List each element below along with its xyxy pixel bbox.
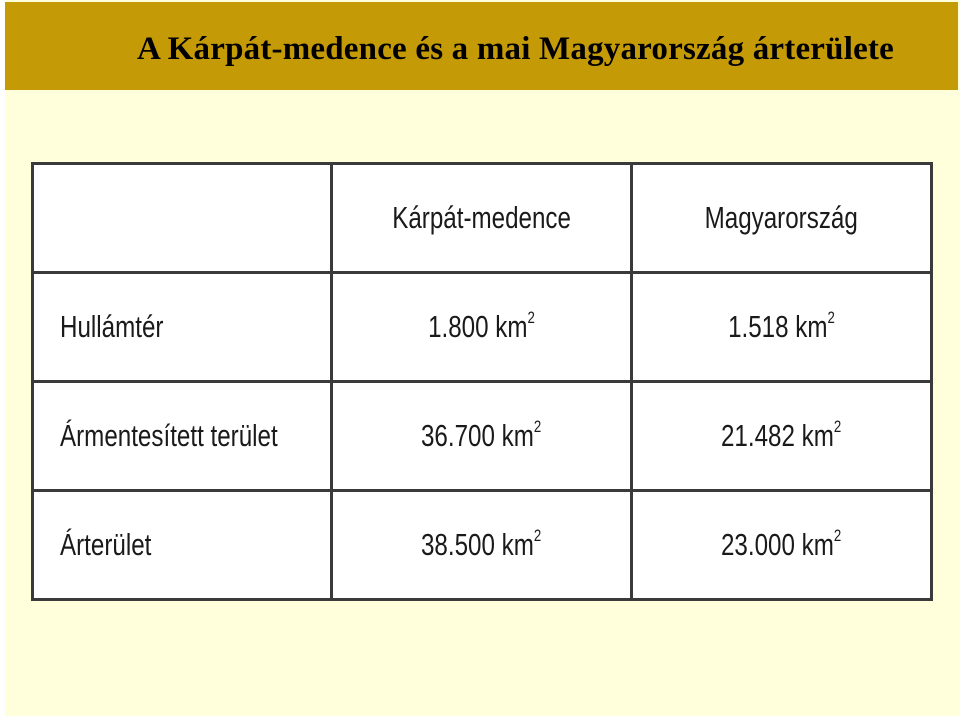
slide-title: A Kárpát-medence és a mai Magyarország árterülete: [137, 31, 894, 67]
magyar-value: 1.518 $km^2$: [632, 273, 932, 382]
header-magyarorszag: Magyarország: [632, 164, 932, 273]
karpat-value: 38.500 $km^2$: [332, 491, 632, 600]
data-table-container: [31, 162, 930, 596]
header-empty-cell: [33, 164, 332, 273]
row-label: Hullámtér: [33, 273, 332, 382]
karpat-value: 1.800 $km^2$: [332, 273, 632, 382]
header-karpat-medence: Kárpát-medence: [332, 164, 632, 273]
table-row: [33, 491, 932, 600]
karpat-value: 36.700 $km^2$: [332, 382, 632, 491]
title-bar: [5, 2, 958, 90]
row-label: Árterület: [33, 491, 332, 600]
area-comparison-table: [31, 162, 933, 601]
row-label: Ármentesített terület: [33, 382, 332, 491]
table-row: [33, 273, 932, 382]
table-header-row: [33, 164, 932, 273]
magyar-value: 21.482 $km^2$: [632, 382, 932, 491]
magyar-value: 23.000 $km^2$: [632, 491, 932, 600]
table-row: [33, 382, 932, 491]
